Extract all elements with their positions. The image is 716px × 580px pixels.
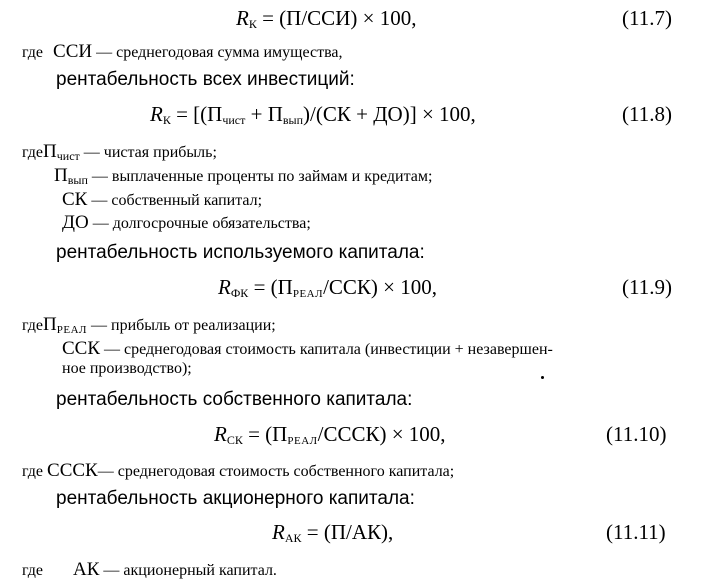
definition-p-vyp	[54, 166, 432, 186]
formula-subscript: РЕАЛ	[287, 435, 318, 447]
definition-prefix: где	[22, 144, 44, 161]
definition-text: — среднегодовая стоимость собственного капитала;	[97, 463, 455, 480]
definition-ssk	[62, 339, 553, 358]
definition-text: — среднегодовая сумма имущества,	[96, 44, 343, 61]
formula-symbol: R	[150, 102, 163, 126]
section-heading: рентабельность собственного капитала:	[56, 389, 413, 410]
formula-rhs-part: + П	[245, 102, 283, 126]
formula-subscript: вып	[282, 113, 304, 127]
definition-term: ССК	[62, 338, 101, 359]
section-heading: рентабельность используемого капитала:	[56, 242, 425, 263]
formula-number: (11.10)	[606, 422, 667, 446]
definition-term-subscript: РЕАЛ	[56, 324, 87, 336]
section-heading: рентабельность акционерного капитала:	[56, 488, 415, 509]
definition-sssk	[22, 461, 454, 480]
definition-term: П	[43, 314, 57, 335]
formula-rhs-part: = (П	[248, 422, 288, 446]
definition-term: АК	[73, 559, 100, 580]
formula-11-7	[236, 8, 416, 30]
definition-ssi	[22, 42, 343, 61]
formula-subscript: К	[248, 17, 257, 31]
formula-subscript: К	[162, 113, 171, 127]
formula-symbol: R	[218, 275, 231, 299]
definition-p-real	[22, 315, 276, 336]
formula-number: (11.7)	[622, 6, 672, 30]
formula-11-10	[214, 424, 446, 447]
formula-number: (11.9)	[622, 275, 672, 299]
formula-11-9	[218, 277, 437, 300]
definition-term-subscript: чист	[56, 149, 80, 163]
formula-subscript: РЕАЛ	[292, 288, 324, 300]
definition-text: — чистая прибыль;	[83, 144, 217, 161]
definition-text: — прибыль от реализации;	[91, 317, 276, 334]
definition-sk	[62, 190, 262, 209]
definition-prefix: где	[22, 562, 44, 579]
formula-rhs-part: /СССК) × 100,	[317, 422, 446, 446]
formula-rhs: = (П/ССИ) × 100,	[256, 6, 417, 30]
definition-text: — выплаченные проценты по займам и кредитам;	[91, 168, 433, 185]
definition-prefix: где	[22, 317, 44, 334]
formula-rhs-part: /ССК) × 100,	[323, 275, 438, 299]
formula-subscript: ФК	[230, 286, 249, 300]
formula-rhs: = (П/АК),	[301, 520, 394, 544]
definition-text: — среднегодовая стоимость капитала (инвестиции + незавершен-	[104, 341, 553, 358]
formula-rhs-part: = (П	[253, 275, 293, 299]
definition-text: — долгосрочные обязательства;	[92, 215, 311, 232]
definition-term: П	[54, 165, 68, 186]
section-heading: рентабельность всех инвестиций:	[56, 69, 355, 90]
definition-text: — собственный капитал;	[91, 192, 263, 209]
formula-number: (11.11)	[606, 520, 666, 544]
definition-term-subscript: вып	[67, 173, 88, 187]
formula-number: (11.8)	[622, 102, 672, 126]
formula-subscript: СК	[226, 433, 243, 447]
definition-term: СК	[62, 189, 88, 210]
formula-symbol: R	[236, 6, 249, 30]
formula-11-11	[272, 522, 393, 544]
definition-ssk-continuation: ное производство);	[62, 360, 192, 377]
formula-symbol: R	[214, 422, 227, 446]
definition-p-chist	[22, 142, 217, 162]
formula-symbol: R	[272, 520, 285, 544]
definition-text: — акционерный капитал.	[103, 562, 277, 579]
definition-term: ДО	[62, 212, 89, 233]
definition-ak	[22, 560, 277, 579]
formula-subscript: АК	[284, 531, 302, 545]
formula-11-8	[150, 104, 476, 126]
definition-prefix: где	[22, 44, 44, 61]
definition-term: ССИ	[53, 41, 93, 62]
scan-speck	[541, 376, 544, 379]
definition-do	[62, 213, 311, 232]
formula-rhs-part: = [(П	[176, 102, 223, 126]
definition-term: СССК	[47, 460, 98, 481]
definition-term: П	[43, 141, 57, 162]
definition-prefix: где	[22, 463, 44, 480]
formula-subscript: чист	[222, 113, 246, 127]
formula-rhs-part: )/(СК + ДО)] × 100,	[303, 102, 476, 126]
